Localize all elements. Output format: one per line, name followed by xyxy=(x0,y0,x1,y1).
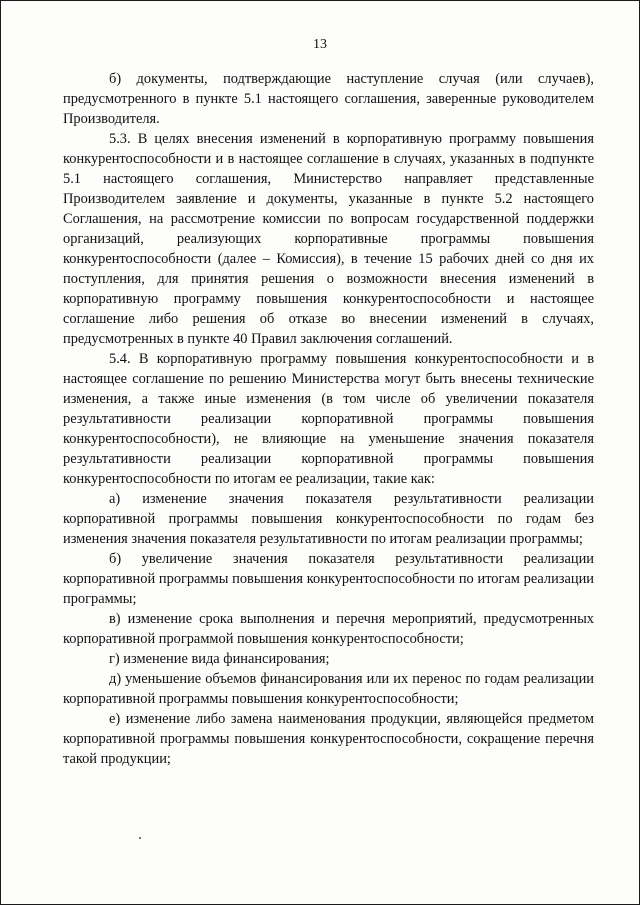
document-body xyxy=(63,69,594,769)
list-item-g: г) изменение вида финансирования; xyxy=(109,651,330,667)
paragraph-5-3: 5.3. В целях внесения изменений в корпоративную программу повышения конкурентоспособности и в настоящее соглашение в случаях, указанных в подпункте 5.1 настоящего соглашения, Министерство направляет представленные Производителем заявление и документы, указанные в пункте 5.2 настоящего Соглашения, на рассмотрение комиссии по вопросам государственной поддержки организаций, реализующих корпоративные программы повышения конкурентоспособности (далее – Комиссия), в течение 15 рабочих дней со дня их поступления, для принятия решения о возможности внесения изменений в корпоративную программу повышения конкурентоспособности и настоящее соглашение либо решения об отказе во внесении изменений в случаях, предусмотренных в пункте 40 Правил заключения соглашений. xyxy=(63,131,594,347)
paragraph-5-4: 5.4. В корпоративную программу повышения конкурентоспособности и в настоящее соглашение по решению Министерства могут быть внесены технические изменения, а также иные изменения (в том числе об увеличении показателя результативности реализации корпоративной программы повышения конкурентоспособности), не влияющие на уменьшение значения показателя результативности реализации корпоративной программы повышения конкурентоспособности по итогам ее реализации, такие как: xyxy=(63,351,594,487)
list-item-v: в) изменение срока выполнения и перечня мероприятий, предусмотренных корпоративной программой повышения конкурентоспособности; xyxy=(63,611,594,647)
list-item-a: а) изменение значения показателя результативности реализации корпоративной программы повышения конкурентоспособности по годам без изменения значения показателя результативности по итогам реализации программы; xyxy=(63,491,594,547)
list-item-e: е) изменение либо замена наименования продукции, являющейся предметом корпоративной программы повышения конкурентоспособности, сокращение перечня такой продукции; xyxy=(63,711,594,767)
list-item-d: д) уменьшение объемов финансирования или их перенос по годам реализации корпоративной программы повышения конкурентоспособности; xyxy=(63,671,594,707)
list-item-b: б) увеличение значения показателя результативности реализации корпоративной программы повышения конкурентоспособности по итогам реализации программы; xyxy=(63,551,594,607)
paragraph-b-documents: б) документы, подтверждающие наступление случая (или случаев), предусмотренного в пункте 5.1 настоящего соглашения, заверенные руководителем Производителя. xyxy=(63,71,594,127)
page-number: 13 xyxy=(313,37,327,52)
scan-artifact xyxy=(139,837,141,839)
